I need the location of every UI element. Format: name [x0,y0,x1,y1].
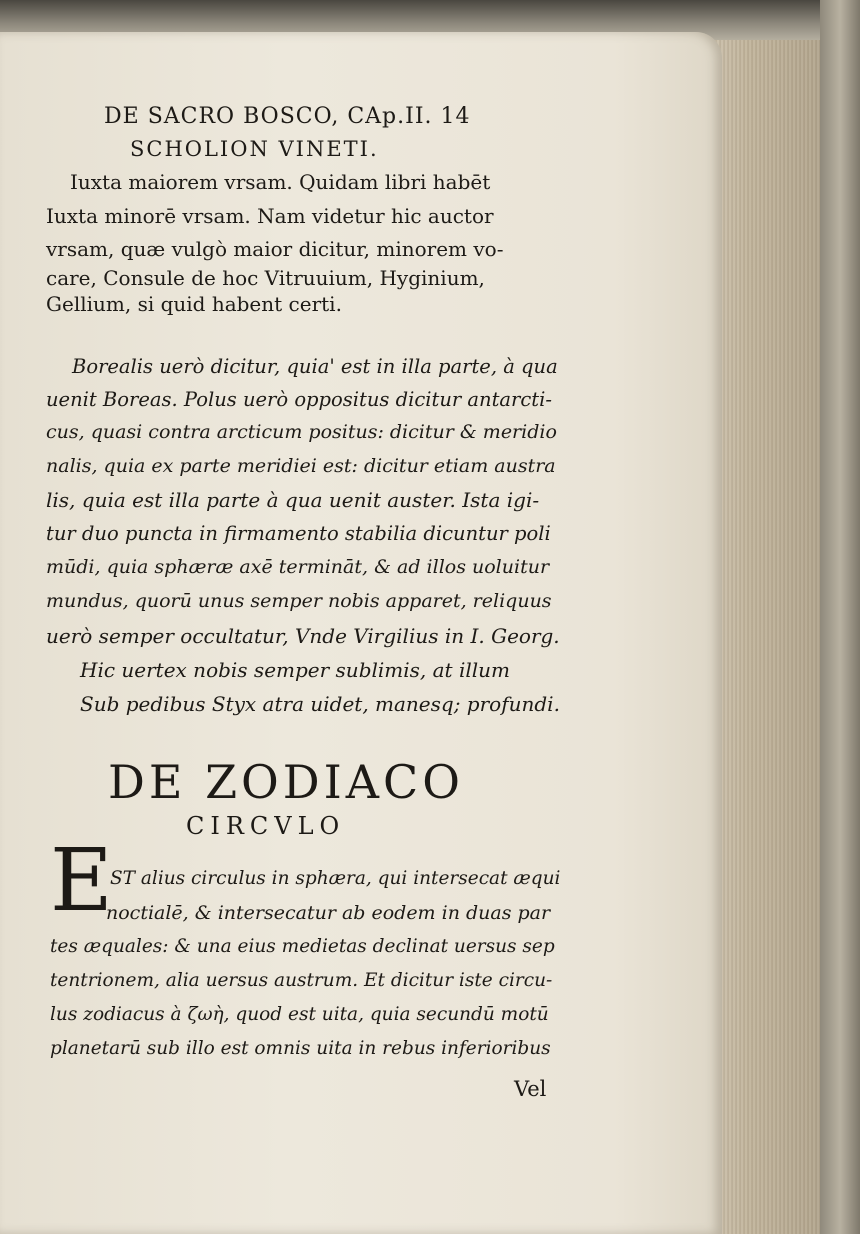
scholion-line: Iuxta maiorem vrsam. Quidam libri habēt [70,170,491,194]
section-subheading: CIRCVLO [186,812,346,840]
section-line: tentrionem, alia uersus austrum. Et dicitur iste circu- [50,970,553,991]
running-head: DE SACRO BOSCO, CAp.II. 14 [104,104,471,129]
commentary-line: mundus, quorū unus semper nobis apparet, reliquus [46,590,552,612]
book-board [820,0,860,1234]
commentary-line: nalis, quia ex parte meridiei est: dicitur etiam austra [46,455,556,477]
verse-line: Sub pedibus Styx atra uidet, manesq; profundi. [80,692,560,716]
section-line: lus zodiacus à ζωὴ, quod est uita, quia secundū motū [50,1004,549,1025]
scholion-line: Gellium, si quid habent certi. [46,292,342,316]
section-heading: DE ZODIACO [108,755,464,809]
commentary-line: uenit Boreas. Polus uerò oppositus dicitur antarcti- [46,388,552,411]
scholion-line: Iuxta minorē vrsam. Nam videtur hic auctor [46,204,494,228]
commentary-line: lis, quia est illa parte à qua uenit auster. Ista igi- [46,488,540,512]
drop-cap-initial: E [50,831,113,931]
scholion-line: vrsam, quæ vulgò maior dicitur, minorem vo- [46,237,504,261]
commentary-line: tur duo puncta in firmamento stabilia dicuntur poli [46,522,551,545]
commentary-line: Borealis uerò dicitur, quia' est in illa parte, à qua [72,355,558,378]
commentary-line: mūdi, quia sphæræ axē termināt, & ad illos uoluitur [46,556,550,578]
section-line: ST alius circulus in sphæra, qui intersecat æqui [110,868,561,889]
commentary-line: cus, quasi contra arcticum positus: dicitur & meridio [46,421,557,443]
catchword: Vel [514,1077,547,1101]
section-line: tes æquales: & una eius medietas declinat uersus sep [50,936,555,957]
section-line: noctialē, & intersecatur ab eodem in duas par [106,902,551,924]
scholion-title: SCHOLION VINETI. [130,137,379,161]
commentary-line: uerò semper occultatur, Vnde Virgilius in I. Georg. [46,624,560,648]
section-line: planetarū sub illo est omnis uita in rebus inferioribus [50,1038,551,1059]
scholion-line: care, Consule de hoc Vitruuium, Hyginium, [46,266,485,290]
verse-line: Hic uertex nobis semper sublimis, at illum [80,658,510,682]
